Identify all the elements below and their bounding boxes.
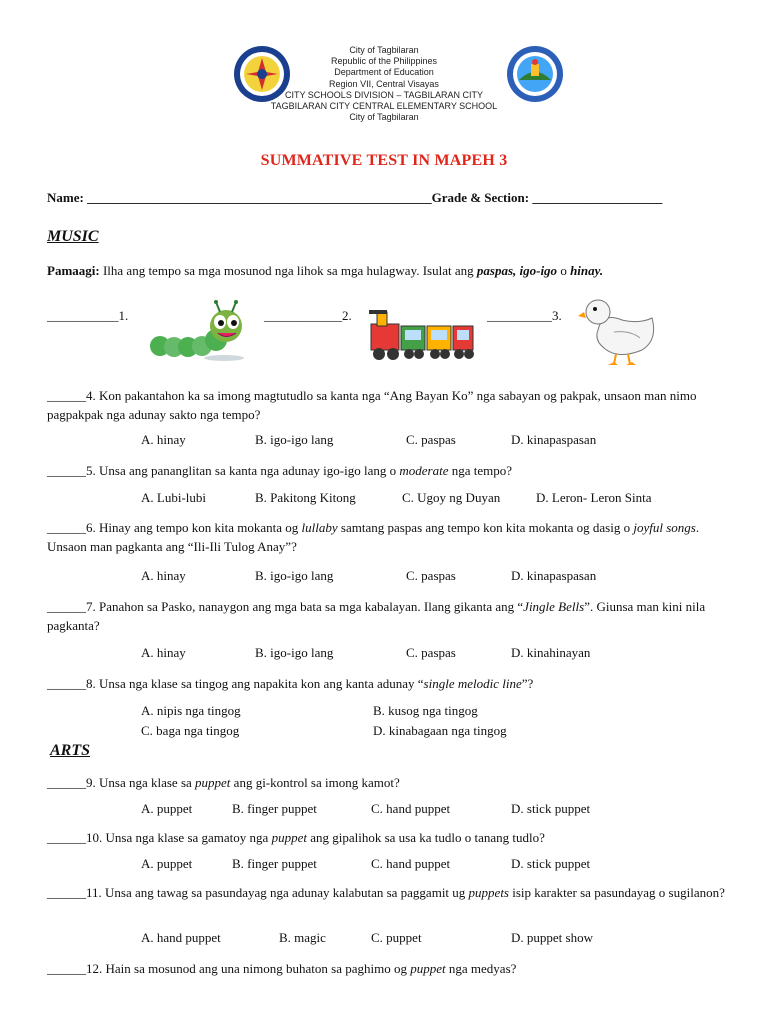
q9-text: ______9. Unsa nga klase sa [47,775,196,790]
q9-option-b[interactable]: B. finger puppet [232,801,317,816]
q11-option-c[interactable]: C. puppet [371,930,422,945]
header-line: Region VII, Central Visayas [329,79,439,89]
name-grade-line [47,190,662,206]
q8-italic: single melodic line [423,676,522,691]
q5-text-end: nga tempo? [448,463,513,478]
q6-italic-1: lullaby [301,520,338,535]
q6-text-mid: samtang paspas ang tempo kon kita mokanta og dasig o [337,520,634,535]
q9-option-c[interactable]: C. hand puppet [371,801,451,816]
q11-text: ______11. Unsa ang tawag sa pasundayag nga adunay kalabutan sa paggamit ug [47,885,469,900]
header-line: CITY SCHOOLS DIVISION – TAGBILARAN CITY [284,90,484,100]
q6-option-c[interactable]: C. paspas [406,568,456,583]
question-11 [47,883,727,902]
q11-italic: puppets [468,885,509,900]
q8-text: ______8. Unsa nga klase sa tingog ang napakita kon ang kanta adunay “ [47,676,424,691]
q10-option-d[interactable]: D. stick puppet [511,856,591,871]
q4-option-a[interactable]: A. hinay [141,432,186,447]
q7-text-end: ”. Giunsa man kini nila pagkanta? [47,599,706,633]
q7-italic: Jingle Bells [523,599,585,614]
q8-option-d[interactable]: D. kinabagaan nga tingog [373,723,507,738]
grade-section-blank[interactable]: ____________________ [532,190,663,205]
q9-text-end: ang gi-kontrol sa imong kamot? [230,775,400,790]
instruction-label: Pamaagi: [47,263,100,278]
test-title: SUMMATIVE TEST IN MAPEH 3 [260,152,508,169]
q5-italic: moderate [399,463,449,478]
q11-option-a[interactable]: A. hand puppet [141,930,221,945]
q5-option-c[interactable]: C. Ugoy ng Duyan [402,490,501,505]
picture-item-2-blank[interactable]: ____________2. [264,308,352,323]
header-line: City of Tagbilaran [349,112,419,122]
q11-text-end: isip karakter sa pasundayag o sugilanon? [509,885,725,900]
question-8 [47,674,727,693]
q7-option-c[interactable]: C. paspas [406,645,456,660]
arts-heading: ARTS [50,742,91,759]
q5-option-a[interactable]: A. Lubi-lubi [141,490,206,505]
q10-option-c[interactable]: C. hand puppet [371,856,451,871]
q8-option-a[interactable]: A. nipis nga tingog [141,703,241,718]
q4-option-d[interactable]: D. kinapaspasan [511,432,597,447]
q10-italic: puppet [271,830,307,845]
music-instruction [47,261,727,280]
q6-option-d[interactable]: D. kinapaspasan [511,568,597,583]
q11-option-b[interactable]: B. magic [279,930,326,945]
instruction-option-2: hinay. [570,263,604,278]
header-line: Department of Education [334,67,434,77]
instruction-option-1: paspas, igo-igo [476,263,558,278]
q9-option-a[interactable]: A. puppet [141,801,193,816]
q12-italic: puppet [410,961,446,976]
q8-option-b[interactable]: B. kusog nga tingog [373,703,478,718]
question-5 [47,461,727,480]
q5-option-b[interactable]: B. Pakitong Kitong [255,490,356,505]
question-10 [47,828,727,847]
q8-text-end: ”? [521,676,534,691]
q7-text: ______7. Panahon sa Pasko, nanaygon ang mga bata sa mga kabalayan. Ilang gikanta ang “ [47,599,524,614]
picture-item-1-blank[interactable]: ___________1. [47,308,129,323]
question-6 [47,518,727,556]
q12-text: ______12. Hain sa mosunod ang una nimong buhaton sa paghimo og [47,961,411,976]
q6-text-end: . Unsaon man pagkanta ang “Ili-Ili Tulog Anay”? [47,520,700,554]
q4-option-b[interactable]: B. igo-igo lang [255,432,334,447]
q10-option-a[interactable]: A. puppet [141,856,193,871]
name-blank[interactable]: _____________________________________________________ [87,190,432,205]
header-line: Republic of the Philippines [330,56,438,66]
q6-italic-2: joyful songs [633,520,696,535]
duck-icon [578,290,664,370]
q5-text: ______5. Unsa ang pananglitan sa kanta nga adunay igo-igo lang o [47,463,400,478]
q6-text: ______6. Hinay ang tempo kon kita mokanta og [47,520,302,535]
q11-option-d[interactable]: D. puppet show [511,930,593,945]
q5-option-d[interactable]: D. Leron- Leron Sinta [536,490,652,505]
instruction-text: Ilha ang tempo sa mga mosunod nga lihok sa mga hulagway. Isulat ang [99,263,477,278]
name-label: Name: [47,190,84,205]
q7-option-a[interactable]: A. hinay [141,645,186,660]
q10-text: ______10. Unsa nga klase sa gamatoy nga [47,830,272,845]
caterpillar-icon [146,300,246,362]
q4-option-c[interactable]: C. paspas [406,432,456,447]
music-heading: MUSIC [47,228,99,245]
question-9 [47,773,727,792]
q7-option-b[interactable]: B. igo-igo lang [255,645,334,660]
train-icon [365,302,477,364]
q8-option-c[interactable]: C. baga nga tingog [141,723,240,738]
q10-text-end: ang gipalihok sa usa ka tudlo o tanang tudlo? [306,830,545,845]
question-4: ______4. Kon pakantahon ka sa imong magtutudlo sa kanta nga “Ang Bayan Ko” nga sabayan og pakpak, unsaon man nimo pagpakpak nga adunay sakto nga tempo? [47,388,697,422]
question-7 [47,597,727,635]
q9-italic: puppet [195,775,231,790]
q7-option-d[interactable]: D. kinahinayan [511,645,591,660]
instruction-text-mid: o [557,263,571,278]
q6-option-b[interactable]: B. igo-igo lang [255,568,334,583]
q6-option-a[interactable]: A. hinay [141,568,186,583]
picture-item-3-blank[interactable]: __________3. [487,308,562,323]
header-line: City of Tagbilaran [349,45,419,55]
question-12 [47,959,727,978]
header-line: TAGBILARAN CITY CENTRAL ELEMENTARY SCHOOL [270,101,498,111]
q9-option-d[interactable]: D. stick puppet [511,801,591,816]
q12-text-end: nga medyas? [445,961,517,976]
q10-option-b[interactable]: B. finger puppet [232,856,317,871]
grade-section-label: Grade & Section: [431,190,530,205]
